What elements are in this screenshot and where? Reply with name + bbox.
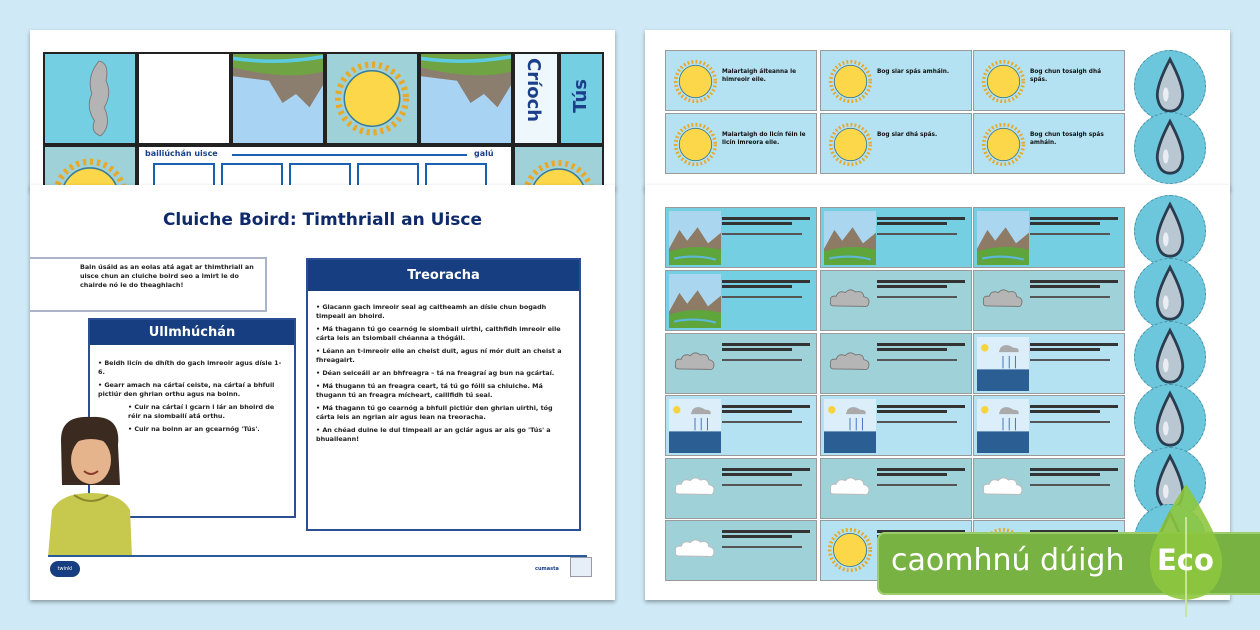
question-card[interactable] [973, 207, 1125, 268]
question-card[interactable] [973, 395, 1125, 456]
sun-icon [673, 122, 718, 167]
girl-illustration [46, 415, 136, 557]
sun-icon [333, 60, 411, 137]
preparation-item: • Beidh licín de dhíth do gach imreoir agus dísle 1-6. [98, 359, 282, 376]
instructions-heading: Treoracha [308, 260, 579, 291]
board-cell-coast [231, 52, 325, 145]
question-card[interactable] [973, 270, 1125, 331]
instruction-item: • Déan seiceáil ar an bhfreagra – tá na freagraí ag bun na gcártaí. [316, 369, 555, 377]
white-cloud-icon [980, 473, 1026, 501]
question-card[interactable] [665, 395, 817, 456]
twinkl-logo: twinkl [50, 561, 80, 577]
water-drop-icon [1135, 322, 1205, 392]
water-drop-token[interactable] [1134, 258, 1206, 330]
water-drop-token[interactable] [1134, 112, 1206, 184]
mountain-icon [977, 211, 1029, 265]
question-card[interactable] [820, 270, 972, 331]
footer-divider [48, 555, 587, 557]
instruction-item: • Má thugann tú an freagra ceart, tá tú go fóill sa chluiche. Má thugann tú an freagra mícheart, caillfidh tú seal. [316, 382, 543, 399]
mountain-icon [669, 274, 721, 328]
sea-icon [977, 399, 1029, 453]
sun-card[interactable] [820, 113, 972, 174]
water-drop-icon [1135, 51, 1205, 121]
question-card[interactable] [665, 458, 817, 519]
landscape-icon [421, 54, 511, 143]
instruction-item: • Má thagann tú go cearnóg le siombail uirthi, caithfidh imreoir eile cárta leis an tsiombail chéanna a thógáil. [316, 325, 561, 342]
sun-icon [673, 59, 718, 104]
board-cell-blank [137, 52, 231, 145]
cloud-icon [827, 285, 873, 313]
sun-card-text: Bog chun tosaigh dhá spás. [1030, 69, 1101, 83]
preparation-item: • Gearr amach na cártaí ceiste, na cártaí a bhfuil pictiúr den ghrian orthu agus na boinn. [98, 381, 275, 398]
board-cell-wind [43, 52, 137, 145]
preparation-item: • Cuir na boinn ar an gcearnóg 'Tús'. [128, 425, 260, 433]
question-card[interactable] [665, 333, 817, 394]
white-cloud-icon [672, 535, 718, 563]
question-card[interactable] [973, 458, 1125, 519]
sea-icon [824, 399, 876, 453]
water-drop-token[interactable] [1134, 384, 1206, 456]
question-card[interactable] [973, 333, 1125, 394]
eco-tag: Eco [1157, 543, 1214, 577]
preparation-item: • Cuir na cártaí i gcarn i lár an bhoird de réir na siombailí atá orthu. [128, 403, 275, 420]
water-drop-icon [1135, 113, 1205, 183]
question-card[interactable] [665, 520, 817, 581]
rain-icon [827, 348, 873, 376]
sun-card[interactable] [665, 50, 817, 111]
water-drop-icon [1135, 259, 1205, 329]
instruction-item: • An chéad duine le dul timpeall ar an gclár agus ar ais go 'Tús' a bhuaileann! [316, 426, 551, 443]
question-card[interactable] [820, 207, 972, 268]
intro-box [30, 257, 267, 312]
water-drop-token[interactable] [1134, 321, 1206, 393]
sea-icon [669, 399, 721, 453]
instructions-sheet [30, 185, 615, 600]
question-card[interactable] [820, 458, 972, 519]
arrow-end-label: galú [474, 149, 494, 158]
arrow-start-label: bailiúchán uisce [145, 149, 218, 158]
badge-logo [570, 557, 592, 577]
sun-card-text: Bog siar dhá spás. [877, 132, 938, 138]
sun-card-text: Malartaigh do licín féin le licín imreora eile. [722, 132, 806, 146]
question-card[interactable] [820, 395, 972, 456]
water-drop-icon [1135, 385, 1205, 455]
sun-icon [828, 59, 873, 104]
water-cycle-track [137, 145, 513, 190]
sea-icon [977, 337, 1029, 391]
board-cell-sun [325, 52, 419, 145]
arrow-right-icon [232, 154, 467, 156]
white-cloud-icon [827, 473, 873, 501]
board-cell-coast [419, 52, 513, 145]
sun-card[interactable] [820, 50, 972, 111]
sun-card-text: Bog chun tosaigh spás amháin. [1030, 132, 1104, 146]
instruction-item: • Má thagann tú go cearnóg a bhfuil pictiúr den ghrian uirthi, tóg cárta leis an ngrian air agus lean na treoracha. [316, 404, 553, 421]
intro-text: Bain úsáid as an eolas atá agat ar thimthriall an uisce chun an cluiche boird seo a imirt le do chairde nó le do theaghlach! [80, 263, 254, 289]
landscape-icon [233, 54, 323, 143]
eco-badge-text: caomhnú dúigh [891, 543, 1125, 578]
water-drop-token[interactable] [1134, 195, 1206, 267]
water-drop-icon [1135, 196, 1205, 266]
mountain-icon [824, 211, 876, 265]
start-label: Tús [570, 79, 591, 113]
sun-card-text: Malartaigh áiteanna le himreoir eile. [722, 69, 797, 83]
board-cell-sun [43, 145, 137, 190]
rain-icon [672, 348, 718, 376]
white-cloud-icon [672, 473, 718, 501]
sun-icon [827, 527, 873, 573]
page-title: Cluiche Boird: Timthriall an Uisce [162, 210, 483, 230]
sun-icon [981, 122, 1026, 167]
question-card[interactable] [820, 333, 972, 394]
sun-icon [828, 122, 873, 167]
sun-icon [981, 59, 1026, 104]
game-board-sheet [30, 30, 615, 190]
finish-label: Críoch [523, 58, 544, 123]
mountain-icon [669, 211, 721, 265]
preparation-heading: Ullmhúchán [90, 320, 294, 345]
question-card[interactable] [665, 270, 817, 331]
question-card[interactable] [665, 207, 817, 268]
board-cell-sun [513, 145, 604, 190]
board-cell-start [559, 52, 604, 145]
sun-card[interactable] [665, 113, 817, 174]
instructions-box [306, 258, 581, 531]
footer-text: cumasta [535, 566, 559, 572]
rock-icon [45, 54, 135, 143]
instruction-item: • Glacann gach imreoir seal ag caitheamh an dísle chun bogadh timpeall an bhoird. [316, 303, 547, 320]
cloud-icon [980, 285, 1026, 313]
sun-card[interactable] [973, 50, 1125, 111]
sun-card[interactable] [973, 113, 1125, 174]
board-cell-finish [513, 52, 559, 145]
sun-card-text: Bog siar spás amháin. [877, 69, 950, 75]
instruction-item: • Léann an t-imreoir eile an cheist duit, agus ní mór duit an cheist a fhreagairt. [316, 347, 562, 364]
